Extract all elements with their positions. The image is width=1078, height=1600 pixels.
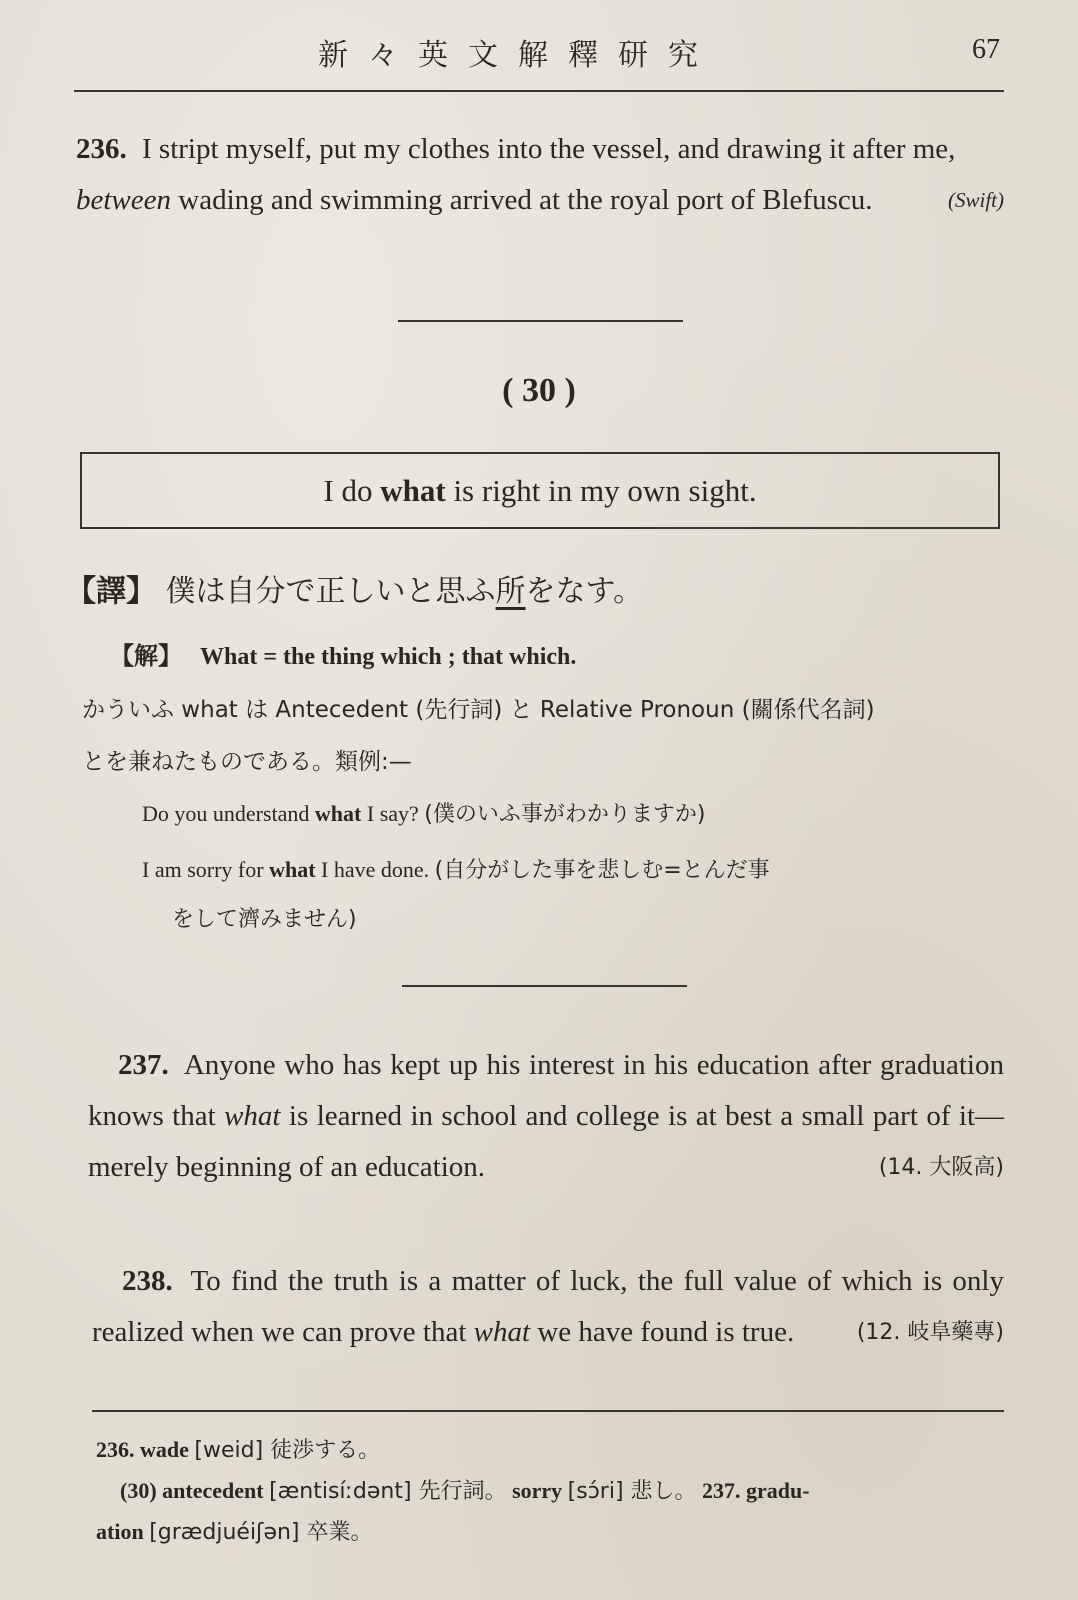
example-keyword: what bbox=[314, 801, 362, 826]
explanation-label: 【解】 bbox=[110, 642, 182, 670]
page-number: 67 bbox=[972, 34, 1000, 65]
paragraph-text: To find the truth is a matter of luck, the full value of which is only realized when we can prove that bbox=[92, 1265, 1004, 1348]
exercise-number: 236. bbox=[76, 133, 127, 165]
paragraph-text: we have found is true. bbox=[537, 1316, 795, 1348]
paragraph-236 bbox=[76, 124, 1004, 226]
exercise-number: 237. bbox=[118, 1049, 169, 1081]
example-translation: (僕のいふ事がわかりますか) bbox=[424, 802, 706, 827]
emphasized-word: between bbox=[76, 184, 172, 216]
note-line bbox=[96, 1471, 1004, 1512]
translation bbox=[66, 566, 643, 610]
translation-label: 【譯】 bbox=[66, 574, 156, 609]
note-gloss: [weid] 徒渉する。 bbox=[194, 1438, 381, 1463]
source-citation: (12. 岐阜藥專) bbox=[856, 1320, 1004, 1345]
paragraph-238 bbox=[92, 1256, 1004, 1358]
explanation-line: かういふ what は Antecedent (先行詞) と Relative Pronoun (關係代名詞) bbox=[82, 697, 875, 723]
example-text: I am sorry for bbox=[142, 857, 264, 882]
source-citation: (14. 大阪高) bbox=[878, 1155, 1004, 1180]
note-line bbox=[96, 1430, 1004, 1471]
paragraph-text: is learned in school and college is at best a small part of it—merely beginning of an education. bbox=[88, 1100, 1005, 1183]
note-number: 237. bbox=[702, 1478, 741, 1503]
example-sentence-box bbox=[80, 452, 1000, 529]
source-citation: (Swift) bbox=[948, 188, 1004, 212]
running-title: 新々英文解釋研究 bbox=[318, 38, 718, 73]
paragraph-text: wading and swimming arrived at the royal port of Blefuscu. bbox=[178, 184, 873, 216]
footnote-rule bbox=[92, 1410, 1004, 1412]
explanation-definition: What = the thing which ; that which. bbox=[200, 644, 577, 670]
header-rule bbox=[74, 90, 1004, 92]
example-text: Do you understand bbox=[142, 801, 310, 826]
sentence-text: is right in my own sight. bbox=[453, 472, 757, 508]
section-divider bbox=[398, 320, 683, 322]
translation-text: 僕は自分で正しいと思ふ bbox=[165, 574, 496, 609]
translation-underlined: 所 bbox=[495, 574, 526, 609]
note-gloss: [grædjuéiʃən] 卒業。 bbox=[149, 1520, 373, 1545]
paragraph-237 bbox=[88, 1040, 1004, 1193]
note-word: antecedent bbox=[162, 1478, 264, 1503]
sentence-text: I do bbox=[323, 472, 373, 508]
sentence-keyword: what bbox=[380, 472, 446, 508]
emphasized-word: what bbox=[224, 1100, 281, 1132]
exercise-number: 238. bbox=[122, 1265, 173, 1297]
note-line bbox=[96, 1512, 1004, 1553]
example-text: I have done. bbox=[321, 857, 430, 882]
note-number: 236. bbox=[96, 1437, 135, 1462]
example-2-continued: をして濟みません) bbox=[172, 907, 357, 932]
note-number: (30) bbox=[120, 1478, 157, 1503]
example-2 bbox=[142, 842, 770, 899]
note-gloss: [sɔ́ri] 悲し。 bbox=[567, 1479, 697, 1504]
vocabulary-notes bbox=[96, 1430, 1004, 1553]
example-1 bbox=[142, 786, 705, 843]
explanation-body bbox=[82, 684, 1004, 788]
example-keyword: what bbox=[269, 857, 316, 882]
section-heading: ( 30 ) bbox=[502, 372, 576, 409]
translation-text: をなす。 bbox=[525, 574, 644, 609]
emphasized-word: what bbox=[473, 1316, 531, 1348]
example-translation: (自分がした事を悲しむ=とんだ事 bbox=[434, 858, 770, 883]
note-word: ation bbox=[96, 1519, 144, 1544]
section-divider bbox=[402, 985, 687, 987]
paragraph-text: Anyone who has kept up his interest in his education after graduation knows that bbox=[88, 1049, 1004, 1132]
paragraph-text: I stript myself, put my clothes into the vessel, and drawing it after me, bbox=[142, 133, 956, 165]
note-gloss: [æntisíːdənt] 先行詞。 bbox=[269, 1479, 507, 1504]
explanation-line: とを兼ねたものである。類例:— bbox=[82, 749, 412, 775]
explanation-heading bbox=[110, 636, 576, 671]
note-word: gradu- bbox=[746, 1478, 810, 1503]
note-word: sorry bbox=[512, 1478, 563, 1503]
example-text: I say? bbox=[366, 801, 419, 826]
note-word: wade bbox=[140, 1437, 189, 1462]
